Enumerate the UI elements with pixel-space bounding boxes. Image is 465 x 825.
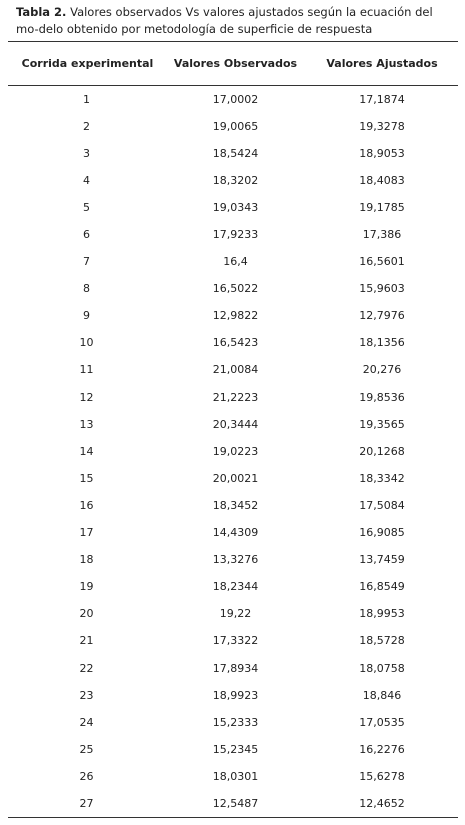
- cell-ajustado: 17,0535: [359, 715, 405, 729]
- table-row: [8, 221, 458, 248]
- cell-corrida: 27: [8, 790, 165, 817]
- table-row: [8, 627, 458, 654]
- cell-corrida: 9: [83, 309, 90, 323]
- cell-ajustado: 18,846: [362, 688, 402, 702]
- table-row: [8, 194, 458, 221]
- cell-corrida: 15: [79, 471, 94, 485]
- cell-ajustado: 19,1785: [359, 200, 405, 214]
- table-row: [8, 736, 458, 763]
- cell-corrida: 5: [83, 200, 90, 214]
- cell-ajustado: 17,1874: [359, 92, 405, 106]
- cell-observado: 17,3322: [212, 634, 259, 648]
- cell-ajustado: 18,1356: [359, 336, 405, 350]
- cell-corrida: 7: [83, 255, 90, 269]
- cell-ajustado: 20,1268: [359, 444, 405, 458]
- cell-observado: 21,0084: [212, 363, 259, 377]
- cell-observado: 18,3202: [212, 173, 259, 187]
- table-row: [8, 546, 458, 573]
- table-row: [8, 113, 458, 140]
- cell-observado: 18,3452: [212, 498, 259, 512]
- table-caption-label: Tabla 2.: [16, 5, 67, 19]
- cell-corrida: 17: [79, 526, 94, 540]
- cell-ajustado: 16,8549: [359, 580, 405, 594]
- table-row: [8, 709, 458, 736]
- cell-ajustado: 16,9085: [359, 526, 405, 540]
- cell-ajustado: 12,7976: [359, 309, 405, 323]
- cell-corrida: 1: [83, 92, 90, 106]
- cell-observado: 20,0021: [212, 471, 259, 485]
- cell-ajustado: 18,4083: [359, 173, 405, 187]
- cell-corrida: 10: [79, 336, 94, 350]
- table-row: [8, 763, 458, 790]
- cell-observado: 17,8934: [212, 661, 259, 675]
- cell-observado: 12,9822: [212, 309, 259, 323]
- table-row: [8, 600, 458, 627]
- cell-ajustado: 15,6278: [359, 769, 405, 783]
- cell-observado: 18,0301: [212, 769, 259, 783]
- cell-observado: 13,3276: [212, 553, 259, 567]
- cell-observado: 14,4309: [212, 526, 259, 540]
- cell-ajustado: 18,5728: [359, 634, 405, 648]
- cell-observado: 16,4: [223, 255, 248, 269]
- cell-corrida: 25: [79, 742, 94, 756]
- results-table: [8, 41, 458, 818]
- table-row: [8, 356, 458, 383]
- cell-corrida: 4: [83, 173, 90, 187]
- cell-ajustado: 16,2276: [359, 742, 405, 756]
- cell-observado: 12,5487: [165, 790, 306, 817]
- table-row: [8, 682, 458, 709]
- table-row: [8, 140, 458, 167]
- cell-corrida: 21: [79, 634, 94, 648]
- table-row: [8, 248, 458, 275]
- cell-ajustado: 15,9603: [359, 282, 405, 296]
- cell-observado: 15,2345: [212, 742, 259, 756]
- cell-corrida: 6: [83, 228, 90, 242]
- header-corrida-experimental: Corrida experimental: [8, 42, 165, 86]
- cell-corrida: 14: [79, 444, 94, 458]
- cell-observado: 18,5424: [212, 146, 259, 160]
- cell-corrida: 23: [79, 688, 94, 702]
- cell-corrida: 3: [83, 146, 90, 160]
- cell-observado: 19,0343: [212, 200, 259, 214]
- table-row: [8, 86, 458, 113]
- cell-corrida: 8: [83, 282, 90, 296]
- header-valores-observados: Valores Observados: [165, 42, 306, 86]
- cell-ajustado: 18,9953: [359, 607, 405, 621]
- table-row: [8, 411, 458, 438]
- table-row: [8, 492, 458, 519]
- cell-ajustado: 19,3278: [359, 119, 405, 133]
- cell-ajustado: 16,5601: [359, 255, 405, 269]
- table-row: [8, 384, 458, 411]
- table-caption: [16, 4, 456, 38]
- table-body: [8, 86, 458, 818]
- cell-ajustado: 13,7459: [359, 553, 405, 567]
- cell-observado: 19,0065: [212, 119, 259, 133]
- cell-observado: 17,0002: [212, 92, 259, 106]
- cell-observado: 19,22: [219, 607, 252, 621]
- cell-corrida: 24: [79, 715, 94, 729]
- cell-observado: 16,5022: [212, 282, 259, 296]
- table-row: [8, 573, 458, 600]
- table-row: [8, 654, 458, 681]
- cell-corrida: 12: [79, 390, 94, 404]
- cell-corrida: 18: [79, 553, 94, 567]
- cell-corrida: 19: [79, 580, 94, 594]
- cell-ajustado: 18,3342: [359, 471, 405, 485]
- cell-ajustado: 19,3565: [359, 417, 405, 431]
- table-row: [8, 167, 458, 194]
- cell-ajustado: 20,276: [362, 363, 402, 377]
- cell-corrida: 2: [83, 119, 90, 133]
- table-row: [8, 465, 458, 492]
- table-row: [8, 329, 458, 356]
- cell-ajustado: 18,9053: [359, 146, 405, 160]
- cell-corrida: 11: [79, 363, 94, 377]
- table-header-row: [8, 42, 458, 86]
- table-row: [8, 519, 458, 546]
- table-row: [8, 275, 458, 302]
- cell-corrida: 20: [79, 607, 94, 621]
- cell-corrida: 26: [79, 769, 94, 783]
- cell-observado: 21,2223: [212, 390, 259, 404]
- cell-observado: 17,9233: [212, 228, 259, 242]
- cell-observado: 16,5423: [212, 336, 259, 350]
- cell-corrida: 16: [79, 498, 94, 512]
- header-valores-ajustados: Valores Ajustados: [306, 42, 458, 86]
- table-row: [8, 790, 458, 817]
- cell-ajustado: 17,386: [362, 228, 402, 242]
- table-caption-text: Valores observados Vs valores ajustados según la ecuación del mo-delo obtenido por metodología de superficie de respuesta: [16, 5, 433, 36]
- cell-ajustado: 18,0758: [359, 661, 405, 675]
- cell-observado: 20,3444: [212, 417, 259, 431]
- cell-corrida: 22: [79, 661, 94, 675]
- cell-ajustado: 19,8536: [359, 390, 405, 404]
- cell-corrida: 13: [79, 417, 94, 431]
- cell-observado: 18,2344: [212, 580, 259, 594]
- table-row: [8, 438, 458, 465]
- cell-observado: 15,2333: [212, 715, 259, 729]
- cell-ajustado: 12,4652: [306, 790, 458, 817]
- cell-ajustado: 17,5084: [359, 498, 405, 512]
- table-row: [8, 302, 458, 329]
- cell-observado: 18,9923: [212, 688, 259, 702]
- cell-observado: 19,0223: [212, 444, 259, 458]
